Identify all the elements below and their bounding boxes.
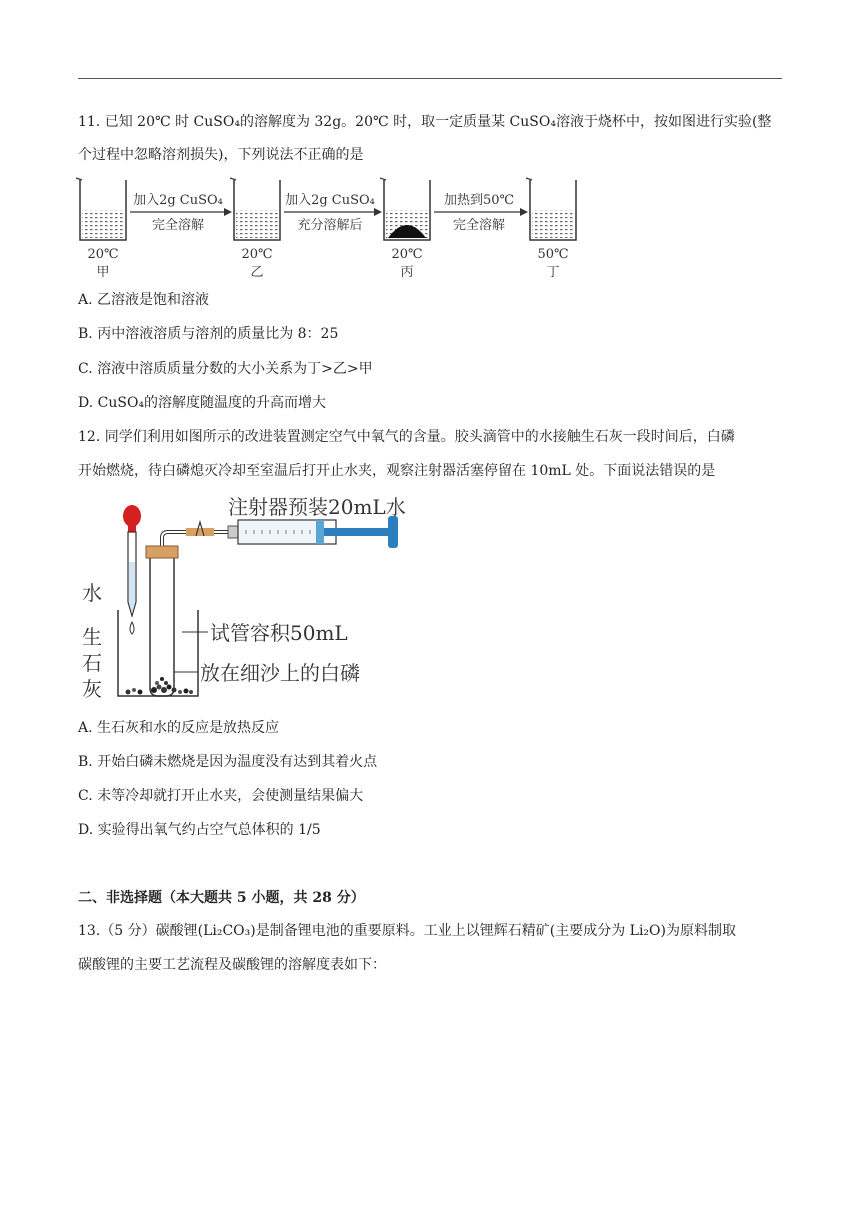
stopper [146,546,178,558]
q11-stem-line2: 个过程中忽略溶剂损失)，下列说法不正确的是 [78,147,364,163]
q11-option-b: B. 丙中溶液溶质与溶剂的质量比为 8：25 [78,326,339,342]
test-tube [150,554,174,696]
arrow1-top-label: 加入2g CuSO₄ [133,193,223,208]
beaker-bing-name: 丙 [400,265,414,280]
syringe-label: 注射器预装20mL水 [228,495,406,519]
q13-stem-line2: 碳酸锂的主要工艺流程及碳酸锂的溶解度表如下： [78,957,386,973]
arrow1-bottom-label: 完全溶解 [151,218,205,233]
q11-experiment-figure [74,172,584,282]
lime-label-1: 生 [82,625,102,649]
beaker-yi-name: 乙 [250,265,264,280]
q12-option-d: D. 实验得出氧气约占空气总体积的 1/5 [78,822,321,838]
q12-option-b: B. 开始白磷未燃烧是因为温度没有达到其着火点 [78,754,378,770]
beaker-jia-temp: 20℃ [87,247,119,262]
white-phosphorus-on-sand [151,677,172,693]
arrow3-top-label: 加热到50℃ [443,193,515,208]
phosphorus-label: 放在细沙上的白磷 [200,661,360,685]
beaker-yi-temp: 20℃ [241,247,273,262]
lime-label-2: 石 [82,651,102,675]
arrow-1 [130,208,232,216]
q12-option-a: A. 生石灰和水的反应是放热反应 [78,720,280,736]
q12-apparatus-figure [78,492,418,704]
beaker-ding-temp: 50℃ [537,247,569,262]
section-heading: 二、非选择题（本大题共 5 小题，共 28 分） [78,890,365,906]
q12-stem-line1: 12. 同学们利用如图所示的改进装置测定空气中氧气的含量。胶头滴管中的水接触生石灰一段时间后，白磷 [78,429,735,445]
beaker-ding [526,178,576,240]
q11-stem-line1: 11. 已知 20℃ 时 CuSO₄的溶解度为 32g。20℃ 时，取一定质量某 CuSO₄溶液于烧杯中，按如图进行实验(整 [78,114,772,130]
q11-option-a: A. 乙溶液是饱和溶液 [78,292,210,308]
arrow-2 [284,208,382,216]
tube-volume-label: 试管容积50mL [210,621,348,645]
arrow2-top-label: 加入2g CuSO₄ [285,193,375,208]
beaker-bing-temp: 20℃ [391,247,423,262]
water-label: 水 [82,581,102,605]
lime-label-3: 灰 [82,677,102,701]
q12-option-c: C. 未等冷却就打开止水夹，会使测量结果偏大 [78,788,364,804]
beaker-yi [230,178,280,240]
beaker-jia-name: 甲 [96,265,110,280]
arrow3-bottom-label: 完全溶解 [452,218,506,233]
q13-stem-line1: 13.（5 分）碳酸锂(Li₂CO₃)是制备锂电池的重要原料。工业上以锂辉石精矿(主要成分为 Li₂O)为原料制取 [78,923,736,939]
syringe [228,516,398,548]
water-clamp [186,522,214,536]
arrow2-bottom-label: 充分溶解后 [297,218,363,233]
q12-stem-line2: 开始燃烧，待白磷熄灭冷却至室温后打开止水夹，观察注射器活塞停留在 10mL 处。下面说法错误的是 [78,463,716,479]
beaker-bing [380,178,430,240]
beaker-jia [76,178,126,240]
q11-option-c: C. 溶液中溶质质量分数的大小关系为丁>乙>甲 [78,361,373,377]
beaker-ding-name: 丁 [546,265,560,280]
dropper [123,505,141,616]
q11-option-d: D. CuSO₄的溶解度随温度的升高而增大 [78,395,327,411]
header-rule [78,78,782,79]
arrow-3 [434,208,528,216]
